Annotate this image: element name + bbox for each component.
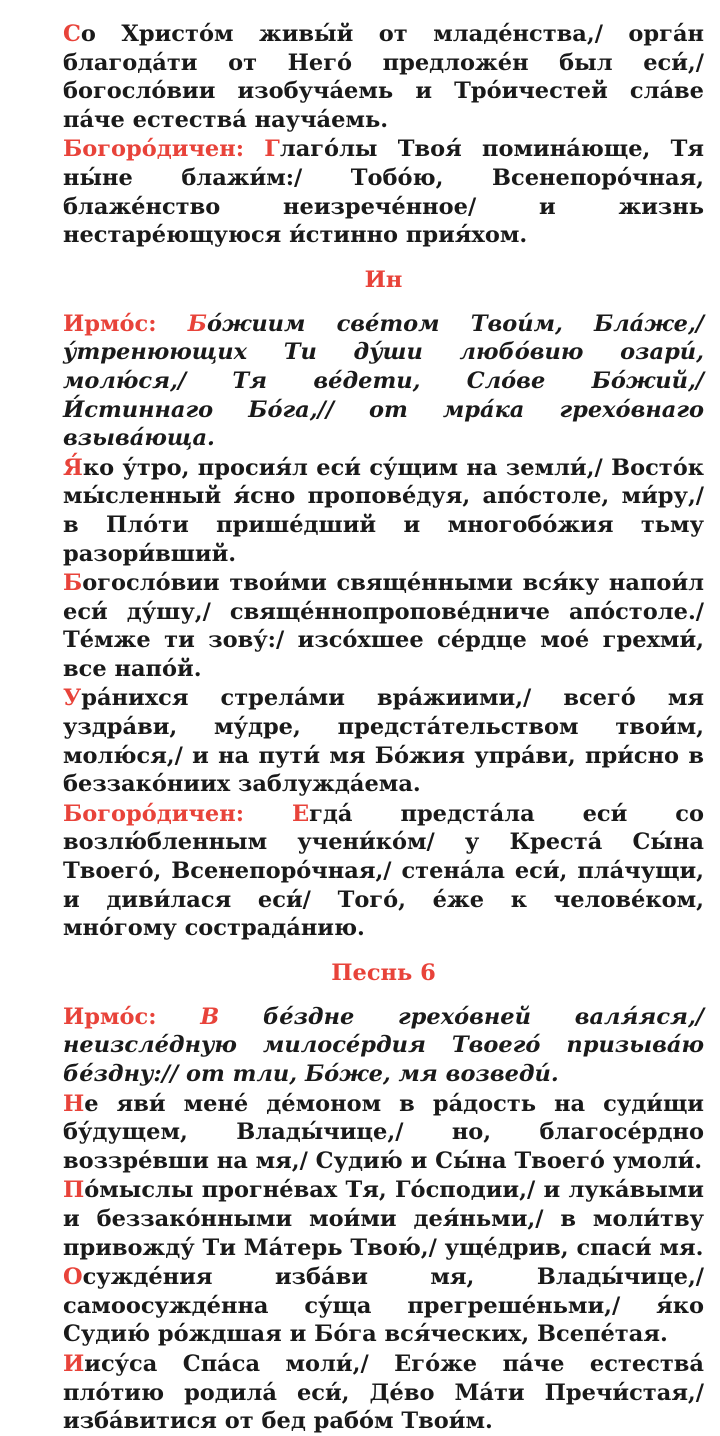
drop-capital: П (63, 1177, 85, 1204)
theotokion-1 (63, 135, 704, 249)
irmos-1 (63, 310, 704, 453)
troparion-text: ра́нихся стрела́ми вра́жиими,/ всего́ мя уздра́ви, му́дре, предста́тельством твои́м, молю́ся,/ и на пути́ мя Бо́жия упра́ви, при́сно в беззако́ниих заблужда́ема. (63, 685, 704, 798)
drop-capital: Г (264, 136, 280, 163)
irmos-2 (63, 1003, 704, 1089)
drop-capital: Е (291, 800, 310, 827)
troparion-text: о Христо́м живы́й от младе́нства,/ орга́н благода́ти от Него́ предложе́н был еси́,/ богосло́вии изобуча́емь и Тро́ичестей сла́ве па́че естества́ науча́емь. (63, 21, 704, 133)
troparion-text: ису́са Спа́са моли́,/ Его́же па́че естества́ пло́тию родила́ еси́, Де́во Ма́ти Пречи́стая,/ изба́витися от бед рабо́м Твои́м. (63, 1350, 704, 1435)
troparion-1 (63, 20, 704, 134)
theotokion-text: лаго́лы Твоя́ помина́юще, Тя ны́не блажи́м:/ Тобо́ю, Всенепоро́чная, блаже́нство неизрече́нное/ и жизнь нестаре́ющуюся и́стинно прия́хом. (63, 136, 704, 249)
troparion-8 (63, 1350, 704, 1436)
troparion-5 (63, 1090, 704, 1176)
drop-capital: И (63, 1350, 85, 1377)
irmos-text: о́жиим све́том Твои́м, Бла́же,/ у́тренюющих Ти ду́ши любо́вию озари́, молю́ся,/ Тя ве́дети, Сло́ве Бо́жий,/ И́стиннаго Бо́га,// от мра́ка грехо́внаго взыва́юща. (63, 310, 704, 452)
drop-capital: Б (187, 310, 207, 337)
theotokion-label: Богоро́дичен: (63, 800, 292, 827)
troparion-2 (63, 454, 704, 568)
irmos-text: бе́здне грехо́вней валя́яся,/ неизсле́дную милосе́рдия Твоего́ призыва́ю бе́здну:// от тли, Бо́же, мя возведи́. (63, 1003, 704, 1087)
section-heading-ode-6: Песнь 6 (331, 959, 436, 986)
troparion-text: огосло́вии твои́ми свяще́нными вся́ку напои́л еси́ ду́шу,/ свяще́ннопропове́дниче апо́столе./ Те́мже ти зову́:/ изсо́хшее се́рдце мое́ грехми́, все напо́й. (63, 570, 704, 682)
theotokion-label: Богоро́дичен: (63, 136, 265, 163)
irmos-label: Ирмо́с: (63, 1003, 201, 1030)
drop-capital: У (63, 685, 82, 712)
troparion-6 (63, 1176, 704, 1262)
drop-capital: В (200, 1003, 220, 1030)
troparion-3 (63, 569, 704, 683)
theotokion-2 (63, 800, 704, 943)
drop-capital: Н (63, 1090, 85, 1117)
theotokion-text: гда́ предста́ла еси́ со возлю́бленным учени́ко́м/ у Креста́ Сы́на Твоего́, Всенепоро́чная,/ стена́ла еси́, пла́чущи, и диви́лася еси́/ Того́, е́же к челове́ком, мно́гому сострада́нию. (63, 800, 704, 942)
troparion-text: о́мыслы прогне́вах Тя, Го́сподии,/ и лука́выми и беззако́нными мои́ми дея́ньми,/ в моли́тву привожду́ Ти Ма́терь Твою́,/ уще́дрив, спаси́ мя. (63, 1177, 704, 1261)
drop-capital: Я́ (63, 454, 83, 481)
troparion-text: сужде́ния изба́ви мя, Влады́чице,/ самоосужде́нна су́ща прегреше́ньми,/ я́ко Судию́ ро́ждшая и Бо́га вся́ческих, Всепе́тая. (63, 1264, 704, 1348)
troparion-text: ко у́тро, просия́л еси́ су́щим на земли́,/ Восто́к мы́сленный я́сно пропове́дуя, апо́столе, ми́ру,/ в Пло́ти прише́дший и многобо́жия тьму разори́вший. (63, 454, 704, 567)
drop-capital: О (63, 1264, 83, 1291)
section-heading-in: Ин (364, 266, 403, 293)
troparion-7 (63, 1263, 704, 1349)
troparion-4 (63, 684, 704, 798)
drop-capital: Б (63, 570, 83, 597)
irmos-label: Ирмо́с: (63, 310, 188, 337)
troparion-text: е яви́ мене́ де́моном в ра́дость на суди́щи бу́дущем, Влады́чице,/ но, благосе́рдно воззре́вши на мя,/ Судию́ и Сы́на Твоего́ умоли́. (63, 1090, 704, 1174)
drop-capital: С (63, 21, 81, 47)
